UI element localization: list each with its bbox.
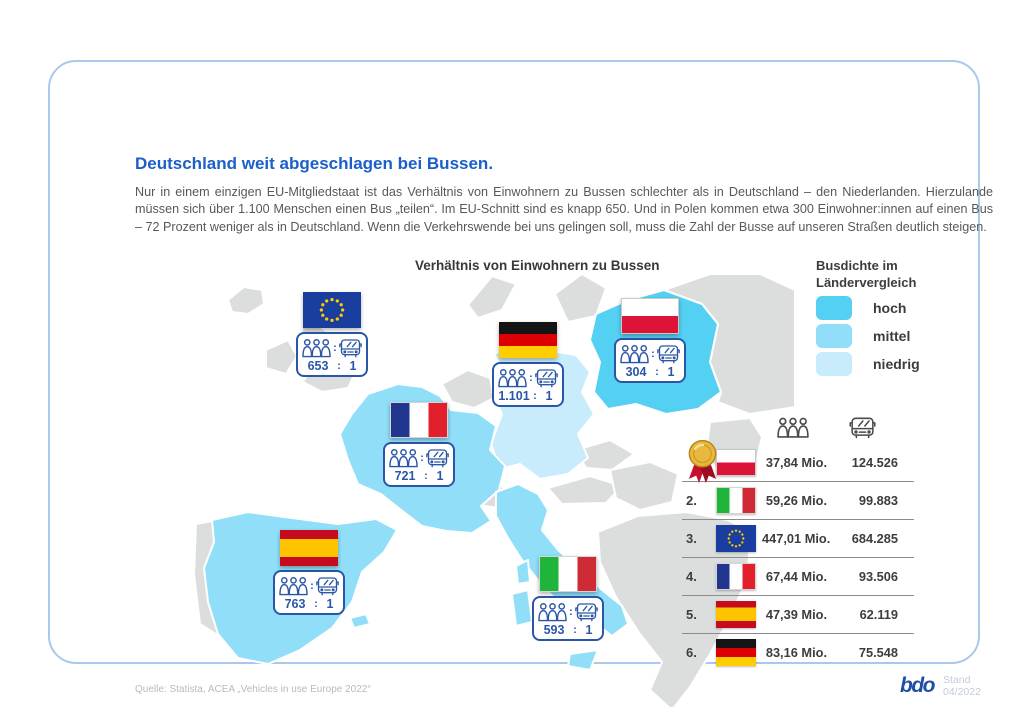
poland-flag	[621, 298, 679, 334]
table-row-italy: 2. 59,26 Mio. 99.883	[682, 482, 914, 520]
bus-icon	[535, 368, 558, 388]
people-icon	[498, 368, 527, 388]
map-country-norway	[468, 276, 516, 318]
poland-flag	[716, 449, 756, 476]
bus-icon	[316, 576, 339, 596]
table-row-spain: 5. 47,39 Mio. 62.119	[682, 596, 914, 634]
table-row-eu: 3. 447,01 Mio. 684.285	[682, 520, 914, 558]
table-row-poland: 37,84 Mio. 124.526	[682, 444, 914, 482]
table-row-germany: 6. 83,16 Mio. 75.548	[682, 634, 914, 671]
legend-swatch-high	[816, 296, 852, 320]
page-title: Deutschland weit abgeschlagen bei Bussen.	[135, 154, 494, 173]
people-icon	[302, 338, 331, 358]
people-icon	[620, 344, 649, 364]
bus-icon	[575, 602, 598, 622]
people-icon	[389, 448, 418, 468]
france-flag	[716, 563, 756, 590]
italy-flag	[716, 487, 756, 514]
intro-paragraph: Nur in einem einzigen EU-Mitgliedstaat ist das Verhältnis von Einwohnern zu Bussen schlechter als in Deutschland – den Niederlanden. Hierzulande müssen sich über 1.100 Menschen einen Bus „teilen“. Im EU-Schnitt sind es knapp 650. Und in Polen kommen etwa 300 Einwohner:innen auf einen Bus – 72 Prozent weniger als in Deutschland. Wenn die Verkehrswende bei uns gelingen soll, muss die Zahl der Busse auf unseren Straßen deutlich steigen.	[135, 185, 993, 234]
legend-item-mittel: mittel	[816, 324, 966, 348]
legend-item-niedrig: niedrig	[816, 352, 966, 376]
map-country-austria	[548, 476, 622, 504]
bdo-logo: bdo	[900, 674, 934, 697]
stand-date: Stand 04/2022	[942, 674, 981, 698]
map-island-sicily	[568, 650, 598, 670]
brand-area	[900, 674, 981, 698]
gold-medal-icon	[684, 439, 721, 486]
eu-flag	[716, 525, 756, 552]
legend-title: Busdichte im Ländervergleich	[816, 258, 917, 290]
legend-swatch-mid	[816, 324, 852, 348]
map-label-eu	[295, 292, 369, 377]
ratio-box-italy: : 593 : 1	[532, 596, 604, 641]
map-title: Verhältnis von Einwohnern zu Bussen	[415, 258, 660, 273]
map-island-balearics	[350, 614, 370, 628]
ratio-box-germany: : 1.101 : 1	[492, 362, 564, 407]
map-country-iceland	[228, 287, 264, 314]
ranking-table	[682, 414, 914, 671]
germany-flag	[716, 639, 756, 666]
legend-item-hoch: hoch	[816, 296, 966, 320]
map-label-france	[382, 402, 456, 487]
ratio-box-eu: : 653 : 1	[296, 332, 368, 377]
bus-icon	[657, 344, 680, 364]
density-legend	[816, 258, 966, 376]
bus-icon	[426, 448, 449, 468]
map-label-italy	[531, 556, 605, 641]
map-label-poland	[613, 298, 687, 383]
table-row-france: 4. 67,44 Mio. 93.506	[682, 558, 914, 596]
bus-icon	[849, 416, 876, 439]
infographic-card	[48, 60, 993, 698]
france-flag	[390, 402, 448, 438]
people-icon	[279, 576, 308, 596]
map-country-hungary	[610, 462, 678, 510]
source-note: Quelle: Statista, ACEA „Vehicles in use Europe 2022“	[135, 684, 371, 695]
eu-flag	[303, 292, 361, 328]
map-island-corsica	[516, 560, 530, 584]
spain-flag	[280, 530, 338, 566]
map-label-spain	[272, 530, 346, 615]
map-country-ireland	[266, 340, 297, 374]
people-icon	[538, 602, 567, 622]
ratio-box-spain: : 763 : 1	[273, 570, 345, 615]
ratio-box-france: : 721 : 1	[383, 442, 455, 487]
germany-flag	[499, 322, 557, 358]
legend-swatch-low	[816, 352, 852, 376]
ranking-header	[682, 414, 914, 442]
people-icon	[777, 416, 809, 439]
bus-icon	[339, 338, 362, 358]
map-label-germany	[491, 322, 565, 407]
map-island-sardinia	[512, 590, 532, 626]
italy-flag	[539, 556, 597, 592]
ratio-box-poland: : 304 : 1	[614, 338, 686, 383]
spain-flag	[716, 601, 756, 628]
